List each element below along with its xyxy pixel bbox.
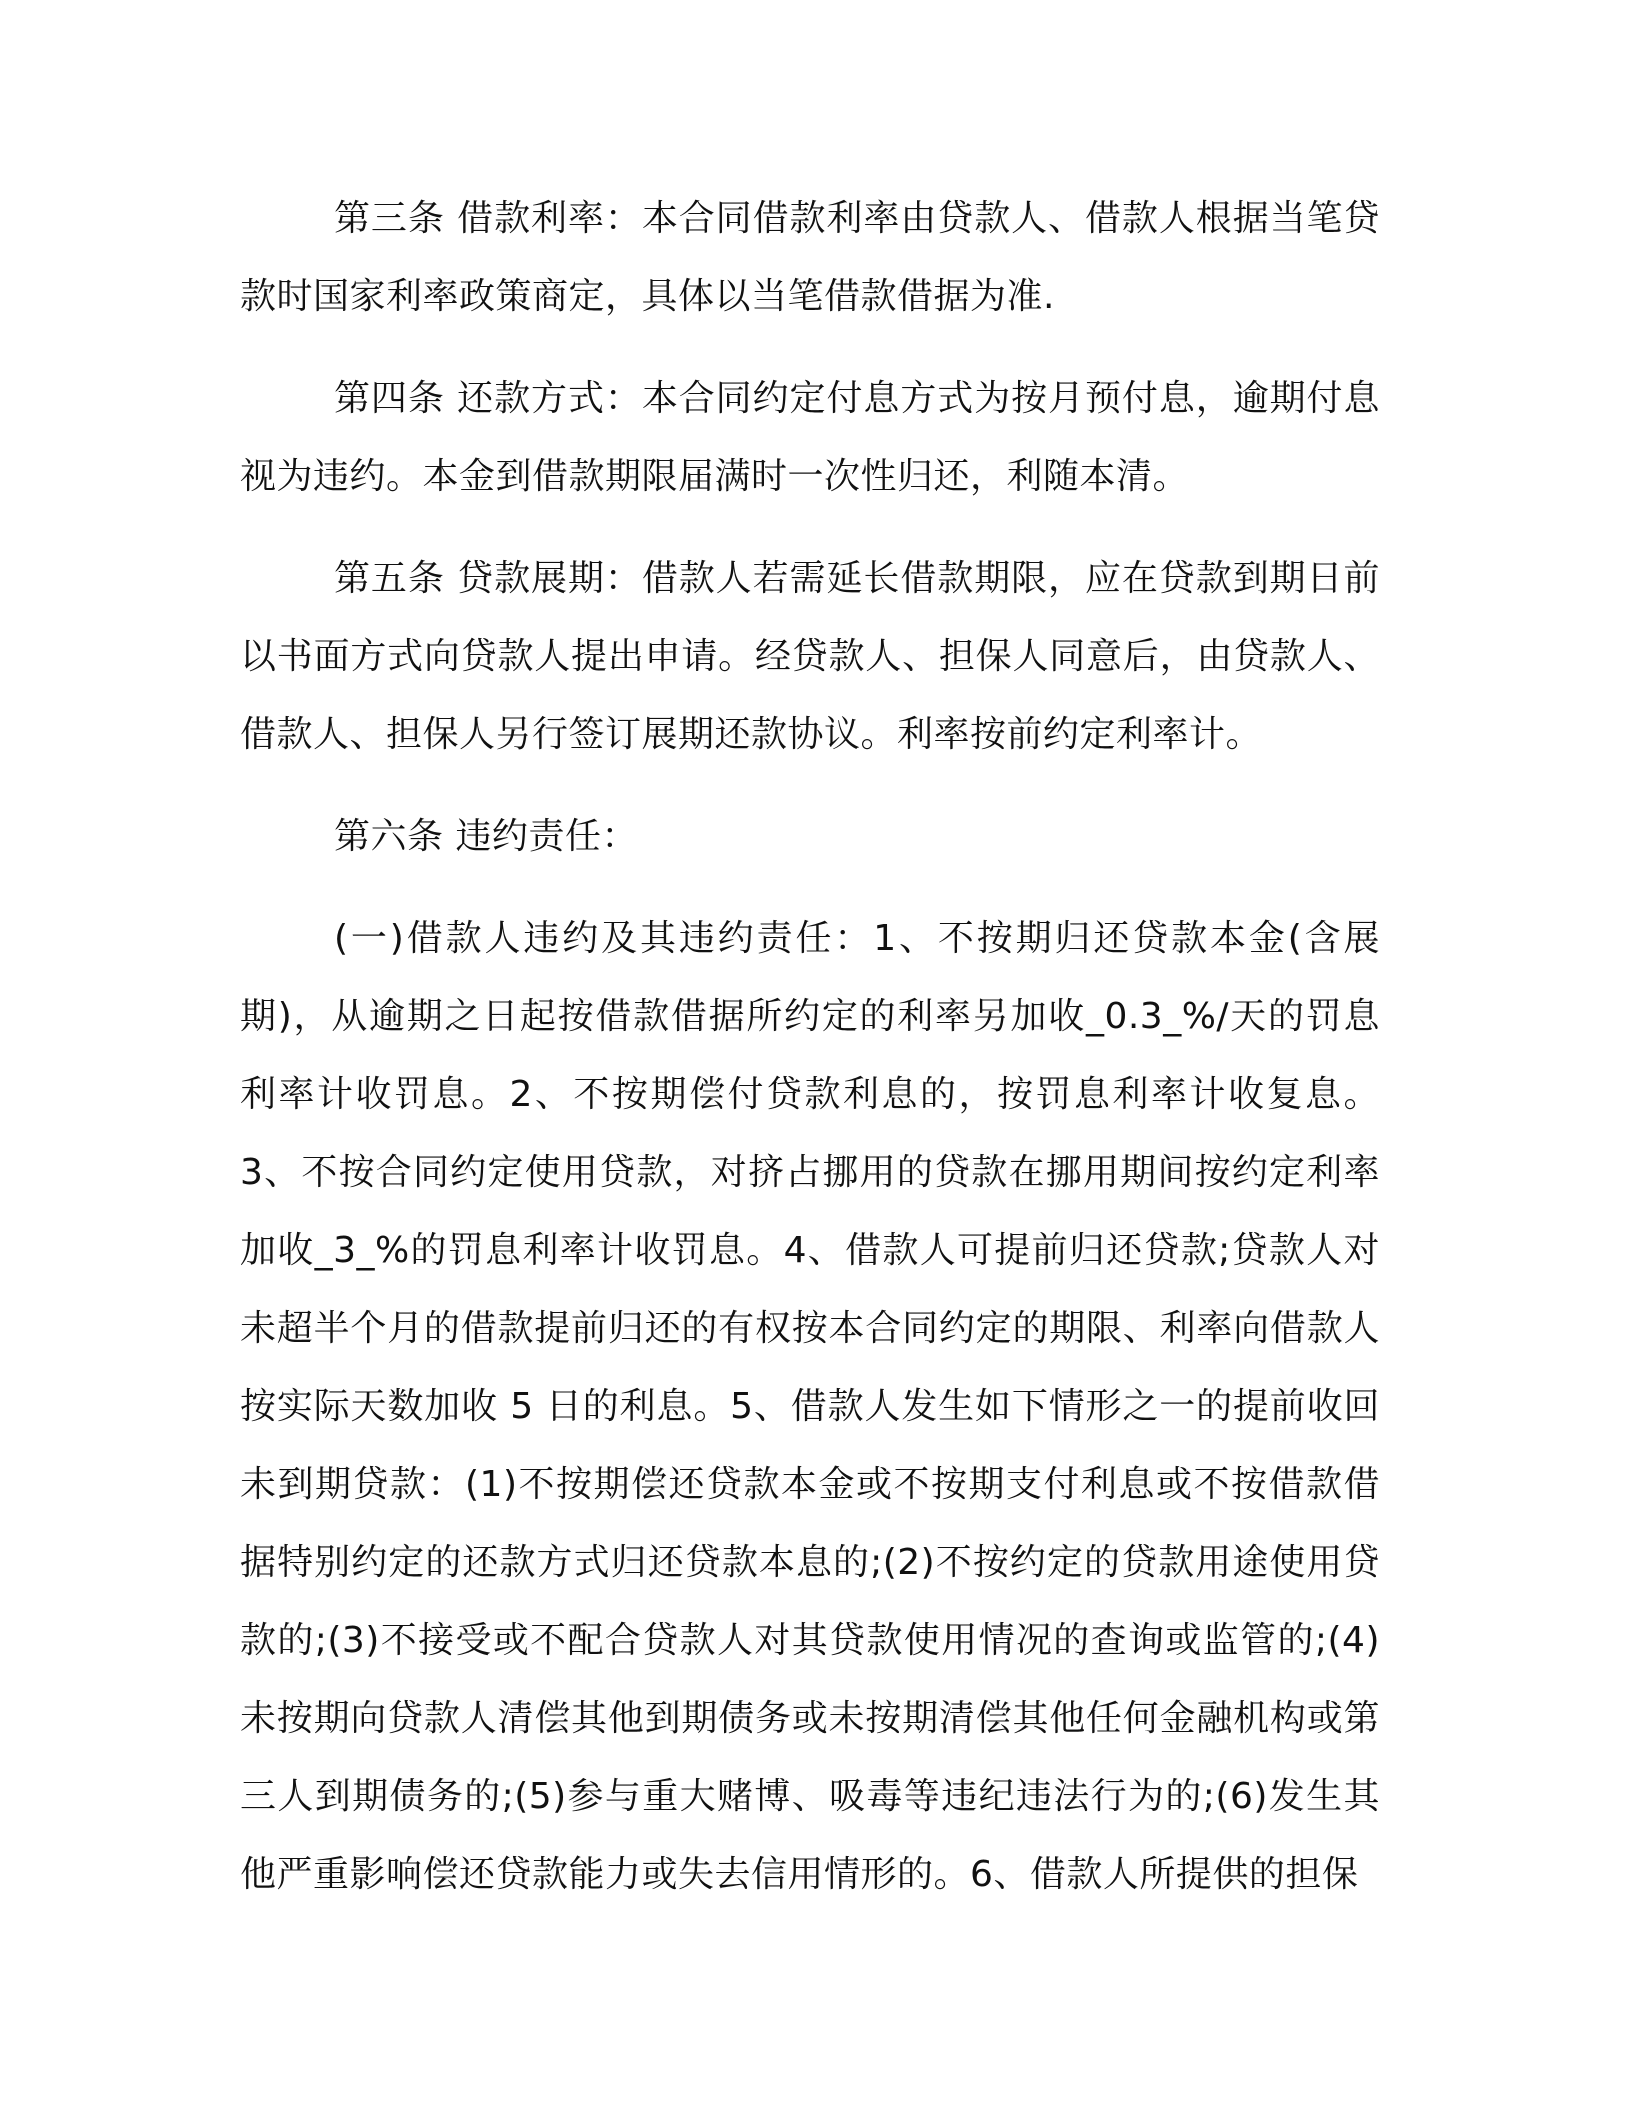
clause-5-loan-extension: 第五条 贷款展期：借款人若需延长借款期限，应在贷款到期日前以书面方式向贷款人提出申请。经贷款人、担保人同意后，由贷款人、借款人、担保人另行签订展期还款协议。利率按前约定利率计。 bbox=[240, 558, 1380, 755]
clause-6-heading: 第六条 违约责任： bbox=[334, 816, 638, 857]
clause-3-interest-rate: 第三条 借款利率：本合同借款利率由贷款人、借款人根据当笔贷款时国家利率政策商定，具体以当笔借款借据为准. bbox=[240, 198, 1380, 317]
document-page bbox=[240, 180, 1380, 1914]
clause-4-repayment-method: 第四条 还款方式：本合同约定付息方式为按月预付息，逾期付息视为违约。本金到借款期限届满时一次性归还，利随本清。 bbox=[240, 378, 1380, 497]
clause-6-borrower-default: (一)借款人违约及其违约责任：1、不按期归还贷款本金(含展期)，从逾期之日起按借款借据所约定的利率另加收_0.3_%/天的罚息利率计收罚息。2、不按期偿付贷款利息的，按罚息利率计收复息。3、不按合同约定使用贷款，对挤占挪用的贷款在挪用期间按约定利率加收_3_%的罚息利率计收罚息。4、借款人可提前归还贷款;贷款人对未超半个月的借款提前归还的有权按本合同约定的期限、利率向借款人按实际天数加收 5 日的利息。5、借款人发生如下情形之一的提前收回未到期贷款：(1)不按期偿还贷款本金或不按期支付利息或不按借款借据特别约定的还款方式归还贷款本息的;(2)不按约定的贷款用途使用贷款的;(3)不接受或不配合贷款人对其贷款使用情况的查询或监管的;(4)未按期向贷款人清偿其他到期债务或未按期清偿其他任何金融机构或第三人到期债务的;(5)参与重大赌博、吸毒等违纪违法行为的;(6)发生其他严重影响偿还贷款能力或失去信用情形的。6、借款人所提供的担保 bbox=[240, 918, 1380, 1895]
